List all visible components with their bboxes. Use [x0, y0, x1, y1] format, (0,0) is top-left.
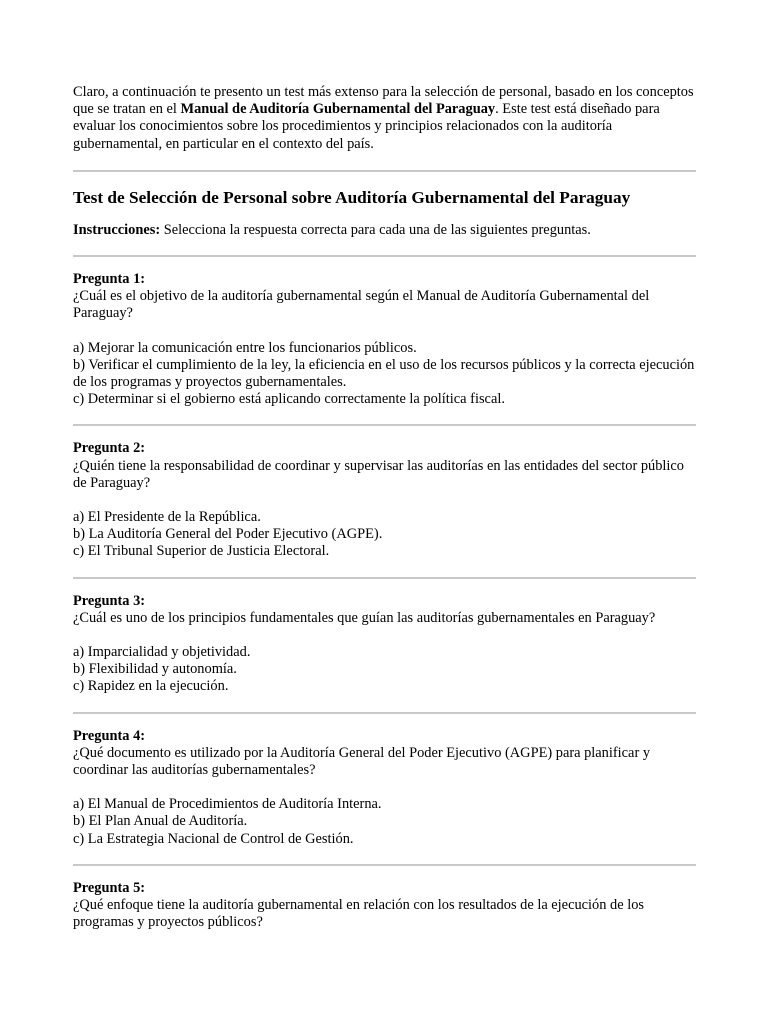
answer-option: b) Verificar el cumplimiento de la ley, la eficiencia en el uso de los recursos públicos y la correcta ejecución de los programas y proyectos gubernamentales. [73, 356, 695, 391]
answer-option: c) Rapidez en la ejecución. [73, 678, 229, 695]
divider [73, 170, 696, 172]
answer-option: c) Determinar si el gobierno está aplicando correctamente la política fiscal. [73, 391, 505, 408]
answer-option: c) El Tribunal Superior de Justicia Electoral. [73, 543, 330, 560]
intro-paragraph [73, 84, 696, 153]
divider [73, 712, 696, 714]
answer-option: c) La Estrategia Nacional de Control de Gestión. [73, 830, 354, 847]
answer-option: b) El Plan Anual de Auditoría. [73, 813, 248, 830]
answer-option: a) Imparcialidad y objetividad. [73, 644, 251, 661]
divider [73, 255, 696, 257]
intro-text-1: Claro, a continuación te presento un test más extenso para la selección de personal, basado en los conceptos que se tratan en el [73, 84, 694, 118]
answer-option: b) La Auditoría General del Poder Ejecutivo (AGPE). [73, 526, 383, 543]
question-4 [73, 728, 696, 848]
question-2 [73, 440, 696, 560]
question-title: Pregunta 5: [73, 879, 146, 896]
question-text: ¿Cuál es uno de los principios fundamentales que guían las auditorías gubernamentales en Paraguay? [73, 609, 656, 626]
question-text: ¿Cuál es el objetivo de la auditoría gubernamental según el Manual de Auditoría Gubernamental del Paraguay? [73, 288, 650, 322]
intro-manual-title: Manual de Auditoría Gubernamental del Paraguay [180, 101, 496, 118]
question-text: ¿Quién tiene la responsabilidad de coordinar y supervisar las auditorías en las entidades del sector público de Paraguay? [73, 457, 685, 491]
question-text: ¿Qué documento es utilizado por la Auditoría General del Poder Ejecutivo (AGPE) para planificar y coordinar las auditorías gubernamentales? [73, 744, 651, 779]
answer-option: a) El Manual de Procedimientos de Auditoría Interna. [73, 796, 382, 813]
divider [73, 424, 696, 426]
divider [73, 577, 696, 579]
question-text: ¿Qué enfoque tiene la auditoría gubernamental en relación con los resultados de la ejecución de los programas y proyectos públicos? [73, 897, 645, 931]
instructions-text: Selecciona la respuesta correcta para cada una de las siguientes preguntas. [160, 221, 591, 238]
question-title: Pregunta 4: [73, 727, 146, 744]
question-1 [73, 271, 696, 408]
question-3 [73, 593, 696, 696]
question-title: Pregunta 3: [73, 592, 146, 609]
instructions [73, 222, 696, 239]
test-title: Test de Selección de Personal sobre Auditoría Gubernamental del Paraguay [73, 187, 631, 207]
answer-option: a) El Presidente de la República. [73, 509, 261, 526]
question-title: Pregunta 2: [73, 440, 146, 457]
answer-option: b) Flexibilidad y autonomía. [73, 661, 237, 678]
instructions-label: Instrucciones: [73, 221, 161, 238]
divider [73, 864, 696, 866]
intro-text-2: . Este test está diseñado para evaluar los conocimientos sobre los procedimientos y principios relacionados con la auditoría gubernamental, en particular en el contexto del país. [73, 101, 660, 152]
question-5 [73, 880, 696, 932]
answer-option: a) Mejorar la comunicación entre los funcionarios públicos. [73, 339, 417, 356]
question-title: Pregunta 1: [73, 271, 146, 288]
